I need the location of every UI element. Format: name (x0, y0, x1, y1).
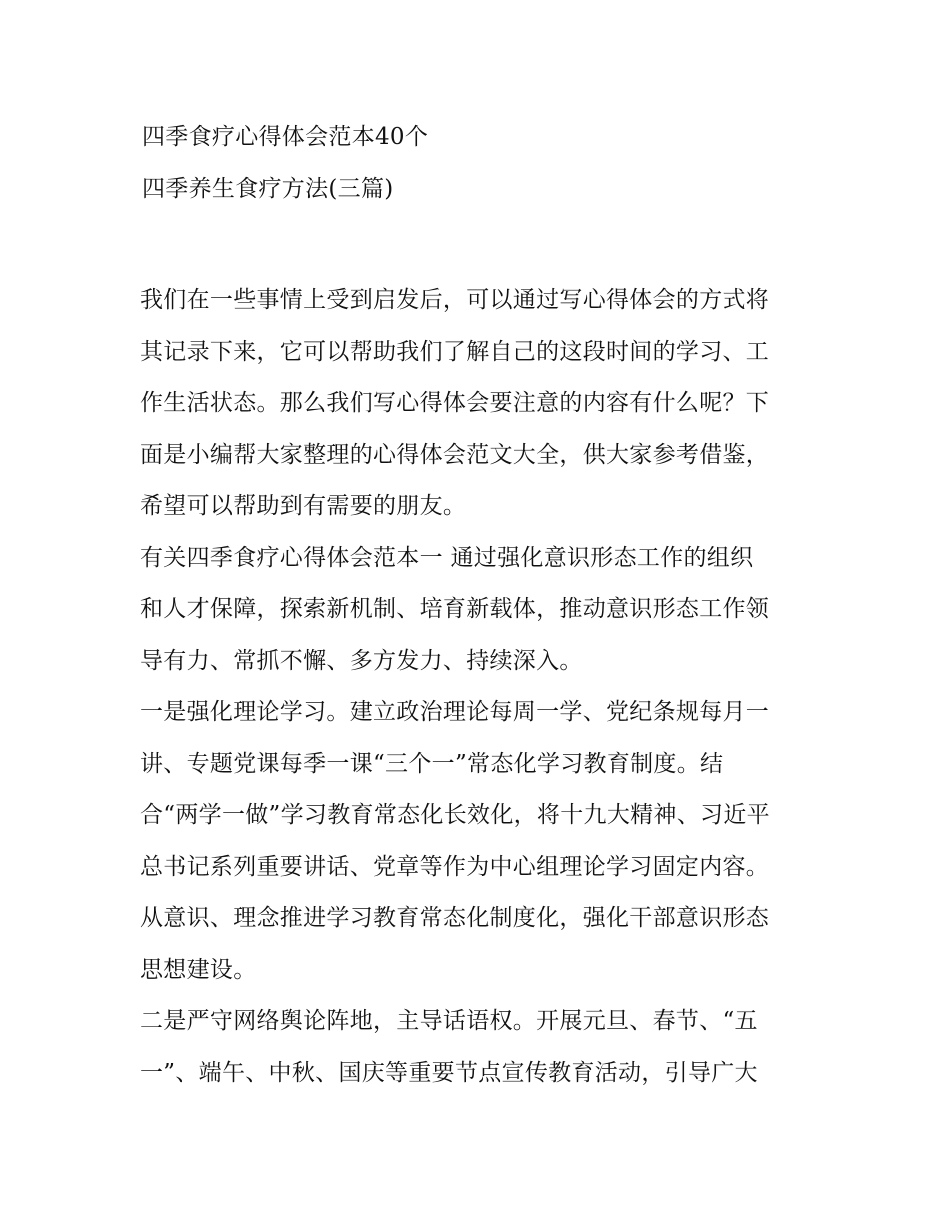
body-line: 二是严守网络舆论阵地，主导话语权。开展元旦、春节、“五 (140, 1008, 758, 1034)
title-line: 四季养生食疗方法(三篇) (142, 175, 394, 202)
body-line: 从意识、理念推进学习教育常态化制度化，强化干部意识形态 (140, 905, 770, 931)
title-line: 四季食疗心得体会范本40个 (142, 124, 429, 150)
document-body (140, 275, 820, 1099)
body-line: 有关四季食疗心得体会范本一 通过强化意识形态工作的组织 (140, 544, 754, 571)
body-line: 面是小编帮大家整理的心得体会范文大全，供大家参考借鉴， (140, 441, 770, 468)
body-line: 一”、端午、中秋、国庆等重要节点宣传教育活动，引导广大 (140, 1059, 758, 1086)
body-line: 和人才保障，探索新机制、培育新载体，推动意识形态工作领 (140, 596, 770, 622)
body-line: 合“两学一做”学习教育常态化长效化，将十九大精神、习近平 (140, 802, 770, 828)
body-line: 导有力、常抓不懈、多方发力、持续深入。 (140, 647, 583, 674)
document-title (142, 112, 842, 215)
body-line: 一是强化理论学习。建立政治理论每周一学、党纪条规每月一 (140, 699, 770, 725)
body-line: 其记录下来，它可以帮助我们了解自己的这段时间的学习、工 (140, 338, 770, 365)
body-line: 作生活状态。那么我们写心得体会要注意的内容有什么呢？下 (140, 390, 770, 416)
body-line: 总书记系列重要讲话、党章等作为中心组理论学习固定内容。 (140, 853, 770, 880)
body-line: 我们在一些事情上受到启发后，可以通过写心得体会的方式将 (140, 287, 770, 313)
body-line: 讲、专题党课每季一课“三个一”常态化学习教育制度。结 (140, 750, 724, 777)
body-line: 思想建设。 (140, 956, 257, 983)
body-line: 希望可以帮助到有需要的朋友。 (140, 493, 467, 519)
